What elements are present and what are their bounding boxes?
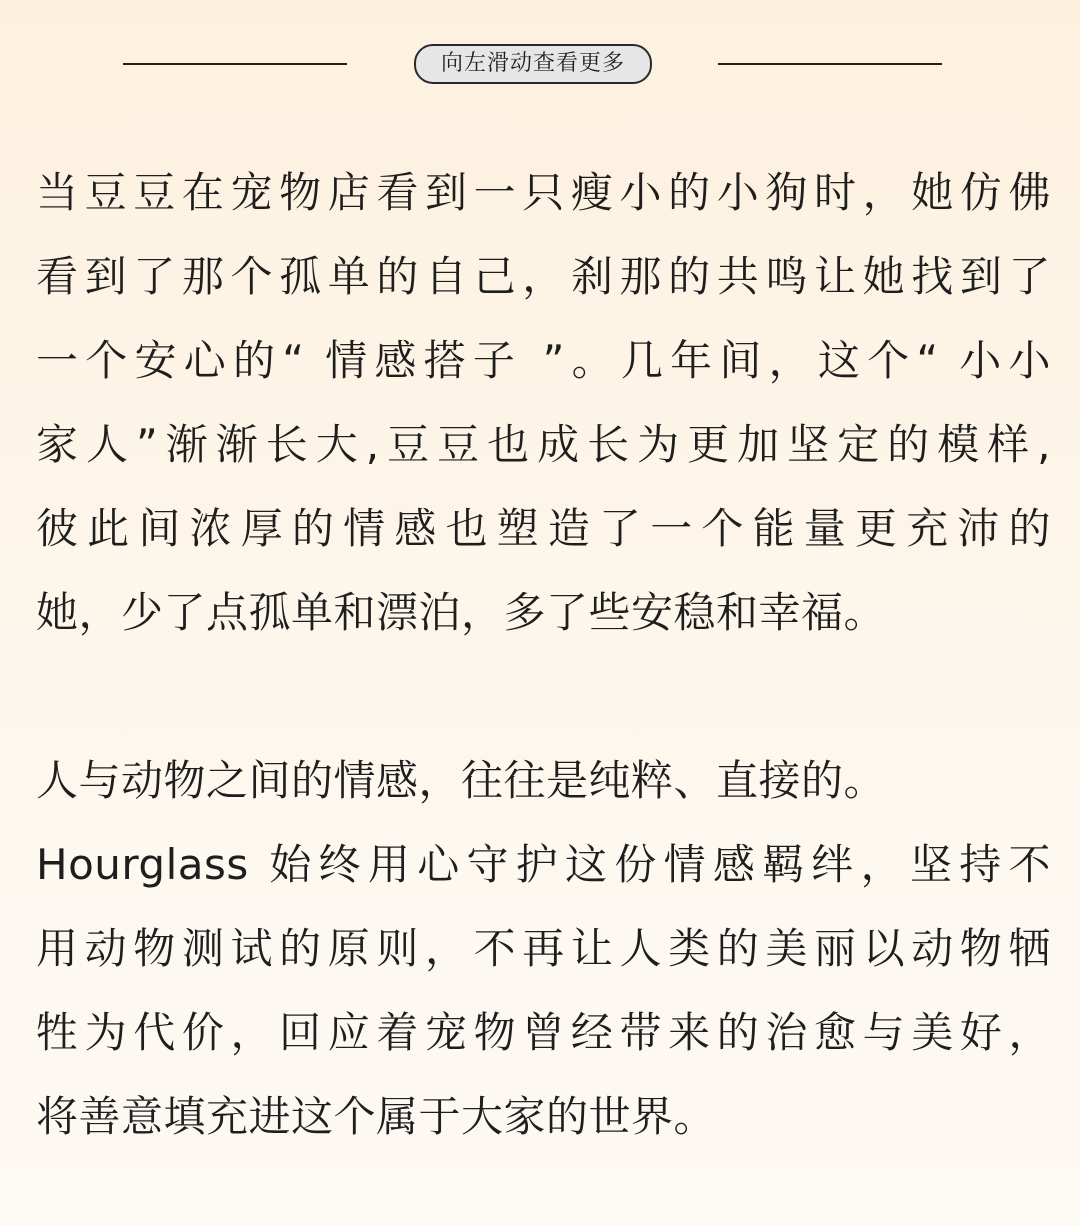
text-line: 人与动物之间的情感，往往是纯粹、直接的。 <box>36 756 887 805</box>
text-line: 用动物测试的原则，不再让人类的美丽以动物牺 <box>36 924 1051 973</box>
text-line: 一个安心的“ 情感搭子 ”。几年间，这个“ 小小 <box>36 336 1051 385</box>
divider-right <box>718 63 942 65</box>
swipe-hint <box>0 44 1080 84</box>
paragraph-brand <box>36 739 1051 1159</box>
text-line: 当豆豆在宠物店看到一只瘦小的小狗时，她仿佛 <box>36 168 1051 217</box>
text-line: 牲为代价，回应着宠物曾经带来的治愈与美好， <box>36 1008 1051 1057</box>
text-line: 将善意填充进这个属于大家的世界。 <box>36 1092 717 1141</box>
text-line: 看到了那个孤单的自己，刹那的共鸣让她找到了 <box>36 252 1051 301</box>
text-line: Hourglass 始终用心守护这份情感羁绊，坚持不 <box>36 840 1051 889</box>
text-line: 彼此间浓厚的情感也塑造了一个能量更充沛的 <box>36 504 1051 553</box>
divider-left <box>123 63 347 65</box>
swipe-hint-pill: 向左滑动查看更多 <box>414 44 652 84</box>
paragraph-story <box>36 151 1051 655</box>
text-line: 家人”渐渐长大,豆豆也成长为更加坚定的模样, <box>36 420 1051 469</box>
text-line: 她，少了点孤单和漂泊，多了些安稳和幸福。 <box>36 588 887 637</box>
